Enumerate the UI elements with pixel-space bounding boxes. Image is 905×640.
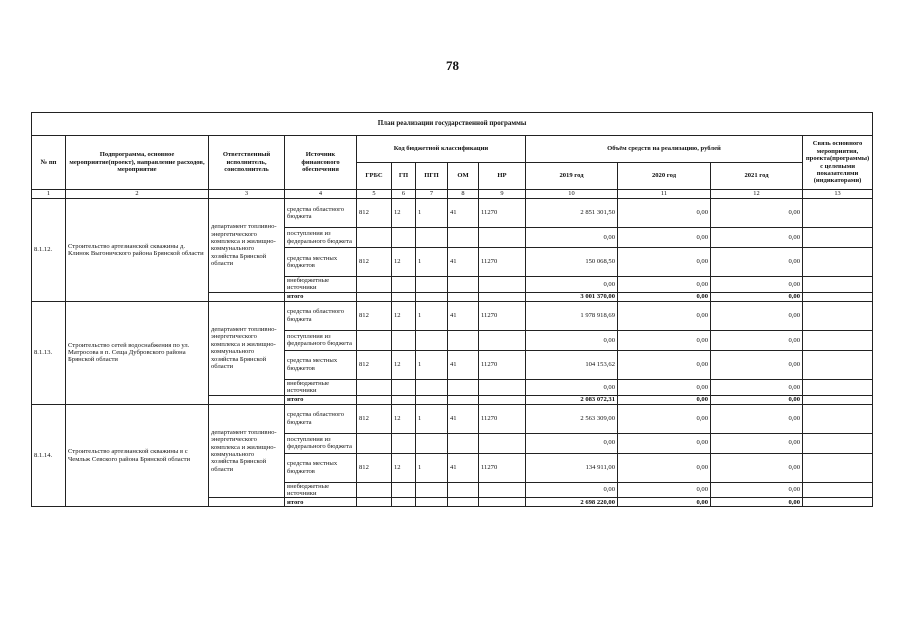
amount-2020: 0,00 bbox=[618, 482, 711, 498]
indicator-link-cell bbox=[803, 228, 873, 248]
header-gp: ГП bbox=[392, 163, 416, 190]
column-number: 6 bbox=[392, 190, 416, 199]
code-gp: 12 bbox=[392, 453, 416, 482]
code-nr: 11270 bbox=[479, 248, 526, 277]
total-executor-cell bbox=[209, 292, 285, 301]
code-om: 41 bbox=[448, 199, 479, 228]
funding-source: средства областного бюджета bbox=[285, 404, 357, 433]
column-number: 4 bbox=[285, 190, 357, 199]
code-nr bbox=[479, 228, 526, 248]
program-plan-table bbox=[31, 112, 873, 507]
code-grbs bbox=[357, 379, 392, 395]
code-pgp bbox=[416, 330, 448, 350]
code-nr bbox=[479, 277, 526, 293]
total-label: итого bbox=[285, 395, 357, 404]
funding-source: средства местных бюджетов bbox=[285, 350, 357, 379]
amount-2021: 0,00 bbox=[711, 453, 803, 482]
amount-2020: 0,00 bbox=[618, 433, 711, 453]
header-name: Подпрограмма, основное мероприятие(проект), направление расходов, мероприятие bbox=[66, 136, 209, 190]
code-pgp bbox=[416, 482, 448, 498]
code-nr: 11270 bbox=[479, 301, 526, 330]
indicator-link-cell bbox=[803, 301, 873, 330]
table-row bbox=[32, 199, 873, 228]
total-2021: 0,00 bbox=[711, 292, 803, 301]
code-grbs: 812 bbox=[357, 199, 392, 228]
column-number: 12 bbox=[711, 190, 803, 199]
funding-source: поступления из федерального бюджета bbox=[285, 433, 357, 453]
code-om bbox=[448, 277, 479, 293]
activity-name: Строительство артезианской скважины в с Чемльж Севского района Брянской области bbox=[66, 404, 209, 507]
header-2020: 2020 год bbox=[618, 163, 711, 190]
code-nr bbox=[479, 433, 526, 453]
amount-2019: 0,00 bbox=[526, 228, 618, 248]
amount-2021: 0,00 bbox=[711, 248, 803, 277]
funding-source: внебюджетные источники bbox=[285, 277, 357, 293]
code-gp bbox=[392, 482, 416, 498]
row-number: 8.1.13. bbox=[32, 301, 66, 404]
code-grbs: 812 bbox=[357, 350, 392, 379]
indicator-link-cell bbox=[803, 277, 873, 293]
amount-2020: 0,00 bbox=[618, 248, 711, 277]
code-gp: 12 bbox=[392, 350, 416, 379]
table-title: План реализации государственной программы bbox=[32, 113, 873, 136]
code-nr: 11270 bbox=[479, 404, 526, 433]
code-om bbox=[448, 330, 479, 350]
code-pgp bbox=[416, 292, 448, 301]
code-gp bbox=[392, 228, 416, 248]
table-row bbox=[32, 404, 873, 433]
amount-2019: 134 911,00 bbox=[526, 453, 618, 482]
column-number: 7 bbox=[416, 190, 448, 199]
indicator-link-cell bbox=[803, 350, 873, 379]
code-pgp bbox=[416, 228, 448, 248]
header-source: Источник финансового обеспечения bbox=[285, 136, 357, 190]
amount-2021: 0,00 bbox=[711, 199, 803, 228]
amount-2019: 0,00 bbox=[526, 379, 618, 395]
amount-2020: 0,00 bbox=[618, 301, 711, 330]
amount-2019: 104 153,62 bbox=[526, 350, 618, 379]
total-executor-cell bbox=[209, 498, 285, 507]
amount-2021: 0,00 bbox=[711, 301, 803, 330]
total-2020: 0,00 bbox=[618, 395, 711, 404]
code-grbs bbox=[357, 482, 392, 498]
code-nr bbox=[479, 330, 526, 350]
header-link: Связь основного мероприятия, проекта(программы) с целевыми показателями (индикаторами) bbox=[803, 136, 873, 190]
code-nr bbox=[479, 292, 526, 301]
amount-2020: 0,00 bbox=[618, 330, 711, 350]
indicator-link-cell bbox=[803, 199, 873, 228]
header-2021: 2021 год bbox=[711, 163, 803, 190]
amount-2021: 0,00 bbox=[711, 330, 803, 350]
code-gp: 12 bbox=[392, 199, 416, 228]
total-2020: 0,00 bbox=[618, 498, 711, 507]
amount-2020: 0,00 bbox=[618, 453, 711, 482]
amount-2021: 0,00 bbox=[711, 350, 803, 379]
amount-2021: 0,00 bbox=[711, 379, 803, 395]
total-2019: 2 698 220,00 bbox=[526, 498, 618, 507]
column-number-row bbox=[32, 190, 873, 199]
code-grbs bbox=[357, 228, 392, 248]
code-om: 41 bbox=[448, 301, 479, 330]
amount-2019: 0,00 bbox=[526, 330, 618, 350]
code-pgp: 1 bbox=[416, 404, 448, 433]
code-nr: 11270 bbox=[479, 453, 526, 482]
total-executor-cell bbox=[209, 395, 285, 404]
code-om bbox=[448, 498, 479, 507]
code-gp bbox=[392, 292, 416, 301]
amount-2020: 0,00 bbox=[618, 228, 711, 248]
activity-name: Строительство артезианской скважины д. Клинок Выгоничского района Брянской области bbox=[66, 199, 209, 302]
code-gp: 12 bbox=[392, 301, 416, 330]
code-om bbox=[448, 228, 479, 248]
code-gp: 12 bbox=[392, 248, 416, 277]
amount-2021: 0,00 bbox=[711, 482, 803, 498]
header-executor: Ответственный исполнитель, соисполнитель bbox=[209, 136, 285, 190]
amount-2020: 0,00 bbox=[618, 199, 711, 228]
code-pgp bbox=[416, 395, 448, 404]
amount-2020: 0,00 bbox=[618, 404, 711, 433]
indicator-link-cell bbox=[803, 498, 873, 507]
funding-source: средства областного бюджета bbox=[285, 301, 357, 330]
column-number: 8 bbox=[448, 190, 479, 199]
code-pgp bbox=[416, 277, 448, 293]
code-gp bbox=[392, 395, 416, 404]
code-nr bbox=[479, 395, 526, 404]
code-gp: 12 bbox=[392, 404, 416, 433]
indicator-link-cell bbox=[803, 379, 873, 395]
code-pgp bbox=[416, 498, 448, 507]
indicator-link-cell bbox=[803, 404, 873, 433]
indicator-link-cell bbox=[803, 248, 873, 277]
indicator-link-cell bbox=[803, 453, 873, 482]
column-number: 9 bbox=[479, 190, 526, 199]
code-om bbox=[448, 433, 479, 453]
code-om: 41 bbox=[448, 350, 479, 379]
total-2021: 0,00 bbox=[711, 498, 803, 507]
indicator-link-cell bbox=[803, 482, 873, 498]
code-grbs: 812 bbox=[357, 453, 392, 482]
code-nr bbox=[479, 498, 526, 507]
column-number: 13 bbox=[803, 190, 873, 199]
amount-2019: 0,00 bbox=[526, 482, 618, 498]
amount-2021: 0,00 bbox=[711, 277, 803, 293]
code-pgp: 1 bbox=[416, 248, 448, 277]
code-grbs: 812 bbox=[357, 301, 392, 330]
code-gp bbox=[392, 498, 416, 507]
amount-2021: 0,00 bbox=[711, 433, 803, 453]
code-om: 41 bbox=[448, 248, 479, 277]
code-om bbox=[448, 395, 479, 404]
column-number: 1 bbox=[32, 190, 66, 199]
code-pgp bbox=[416, 433, 448, 453]
activity-name: Строительство сетей водоснабжения по ул. Матросова в п. Сеща Дубровского района Брянской области bbox=[66, 301, 209, 404]
total-label: итого bbox=[285, 292, 357, 301]
funding-source: внебюджетные источники bbox=[285, 482, 357, 498]
amount-2019: 0,00 bbox=[526, 433, 618, 453]
total-2021: 0,00 bbox=[711, 395, 803, 404]
code-grbs bbox=[357, 292, 392, 301]
amount-2021: 0,00 bbox=[711, 228, 803, 248]
amount-2020: 0,00 bbox=[618, 277, 711, 293]
executor-name: департамент топливно-энергетического комплекса и жилищно-коммунального хозяйства Брянской области bbox=[209, 199, 285, 293]
indicator-link-cell bbox=[803, 330, 873, 350]
amount-2020: 0,00 bbox=[618, 379, 711, 395]
funding-source: поступления из федерального бюджета bbox=[285, 228, 357, 248]
code-gp bbox=[392, 433, 416, 453]
indicator-link-cell bbox=[803, 433, 873, 453]
header-volume-group: Объём средств на реализацию, рублей bbox=[526, 136, 803, 163]
code-grbs bbox=[357, 433, 392, 453]
code-om: 41 bbox=[448, 404, 479, 433]
code-grbs: 812 bbox=[357, 248, 392, 277]
code-nr bbox=[479, 379, 526, 395]
column-number: 11 bbox=[618, 190, 711, 199]
amount-2019: 150 068,50 bbox=[526, 248, 618, 277]
code-grbs bbox=[357, 395, 392, 404]
header-grbs: ГРБС bbox=[357, 163, 392, 190]
indicator-link-cell bbox=[803, 395, 873, 404]
executor-name: департамент топливно-энергетического комплекса и жилищно-коммунального хозяйства Брянской области bbox=[209, 404, 285, 498]
total-2019: 3 001 370,00 bbox=[526, 292, 618, 301]
amount-2020: 0,00 bbox=[618, 350, 711, 379]
total-2020: 0,00 bbox=[618, 292, 711, 301]
code-om bbox=[448, 292, 479, 301]
funding-source: внебюджетные источники bbox=[285, 379, 357, 395]
page-number: 78 bbox=[446, 58, 459, 73]
code-gp bbox=[392, 379, 416, 395]
table-row bbox=[32, 301, 873, 330]
code-grbs bbox=[357, 277, 392, 293]
code-pgp: 1 bbox=[416, 301, 448, 330]
amount-2019: 2 563 309,00 bbox=[526, 404, 618, 433]
header-om: ОМ bbox=[448, 163, 479, 190]
code-gp bbox=[392, 277, 416, 293]
code-om: 41 bbox=[448, 453, 479, 482]
code-nr: 11270 bbox=[479, 350, 526, 379]
funding-source: средства местных бюджетов bbox=[285, 453, 357, 482]
code-om bbox=[448, 379, 479, 395]
funding-source: поступления из федерального бюджета bbox=[285, 330, 357, 350]
code-pgp bbox=[416, 379, 448, 395]
funding-source: средства областного бюджета bbox=[285, 199, 357, 228]
column-number: 3 bbox=[209, 190, 285, 199]
row-number: 8.1.12. bbox=[32, 199, 66, 302]
column-number: 5 bbox=[357, 190, 392, 199]
total-2019: 2 083 072,31 bbox=[526, 395, 618, 404]
column-number: 2 bbox=[66, 190, 209, 199]
executor-name: департамент топливно-энергетического комплекса и жилищно-коммунального хозяйства Брянской области bbox=[209, 301, 285, 395]
amount-2019: 2 851 301,50 bbox=[526, 199, 618, 228]
amount-2019: 0,00 bbox=[526, 277, 618, 293]
code-grbs bbox=[357, 498, 392, 507]
indicator-link-cell bbox=[803, 292, 873, 301]
header-nr: НР bbox=[479, 163, 526, 190]
row-number: 8.1.14. bbox=[32, 404, 66, 507]
code-pgp: 1 bbox=[416, 350, 448, 379]
code-pgp: 1 bbox=[416, 453, 448, 482]
header-budget-code-group: Код бюджетной классификации bbox=[357, 136, 526, 163]
code-grbs bbox=[357, 330, 392, 350]
header-num: № пп bbox=[32, 136, 66, 190]
code-pgp: 1 bbox=[416, 199, 448, 228]
amount-2021: 0,00 bbox=[711, 404, 803, 433]
header-pgp: ПГП bbox=[416, 163, 448, 190]
total-label: итого bbox=[285, 498, 357, 507]
code-grbs: 812 bbox=[357, 404, 392, 433]
header-2019: 2019 год bbox=[526, 163, 618, 190]
column-number: 10 bbox=[526, 190, 618, 199]
code-gp bbox=[392, 330, 416, 350]
amount-2019: 1 978 918,69 bbox=[526, 301, 618, 330]
table-body bbox=[32, 190, 873, 507]
code-nr: 11270 bbox=[479, 199, 526, 228]
funding-source: средства местных бюджетов bbox=[285, 248, 357, 277]
code-nr bbox=[479, 482, 526, 498]
code-om bbox=[448, 482, 479, 498]
